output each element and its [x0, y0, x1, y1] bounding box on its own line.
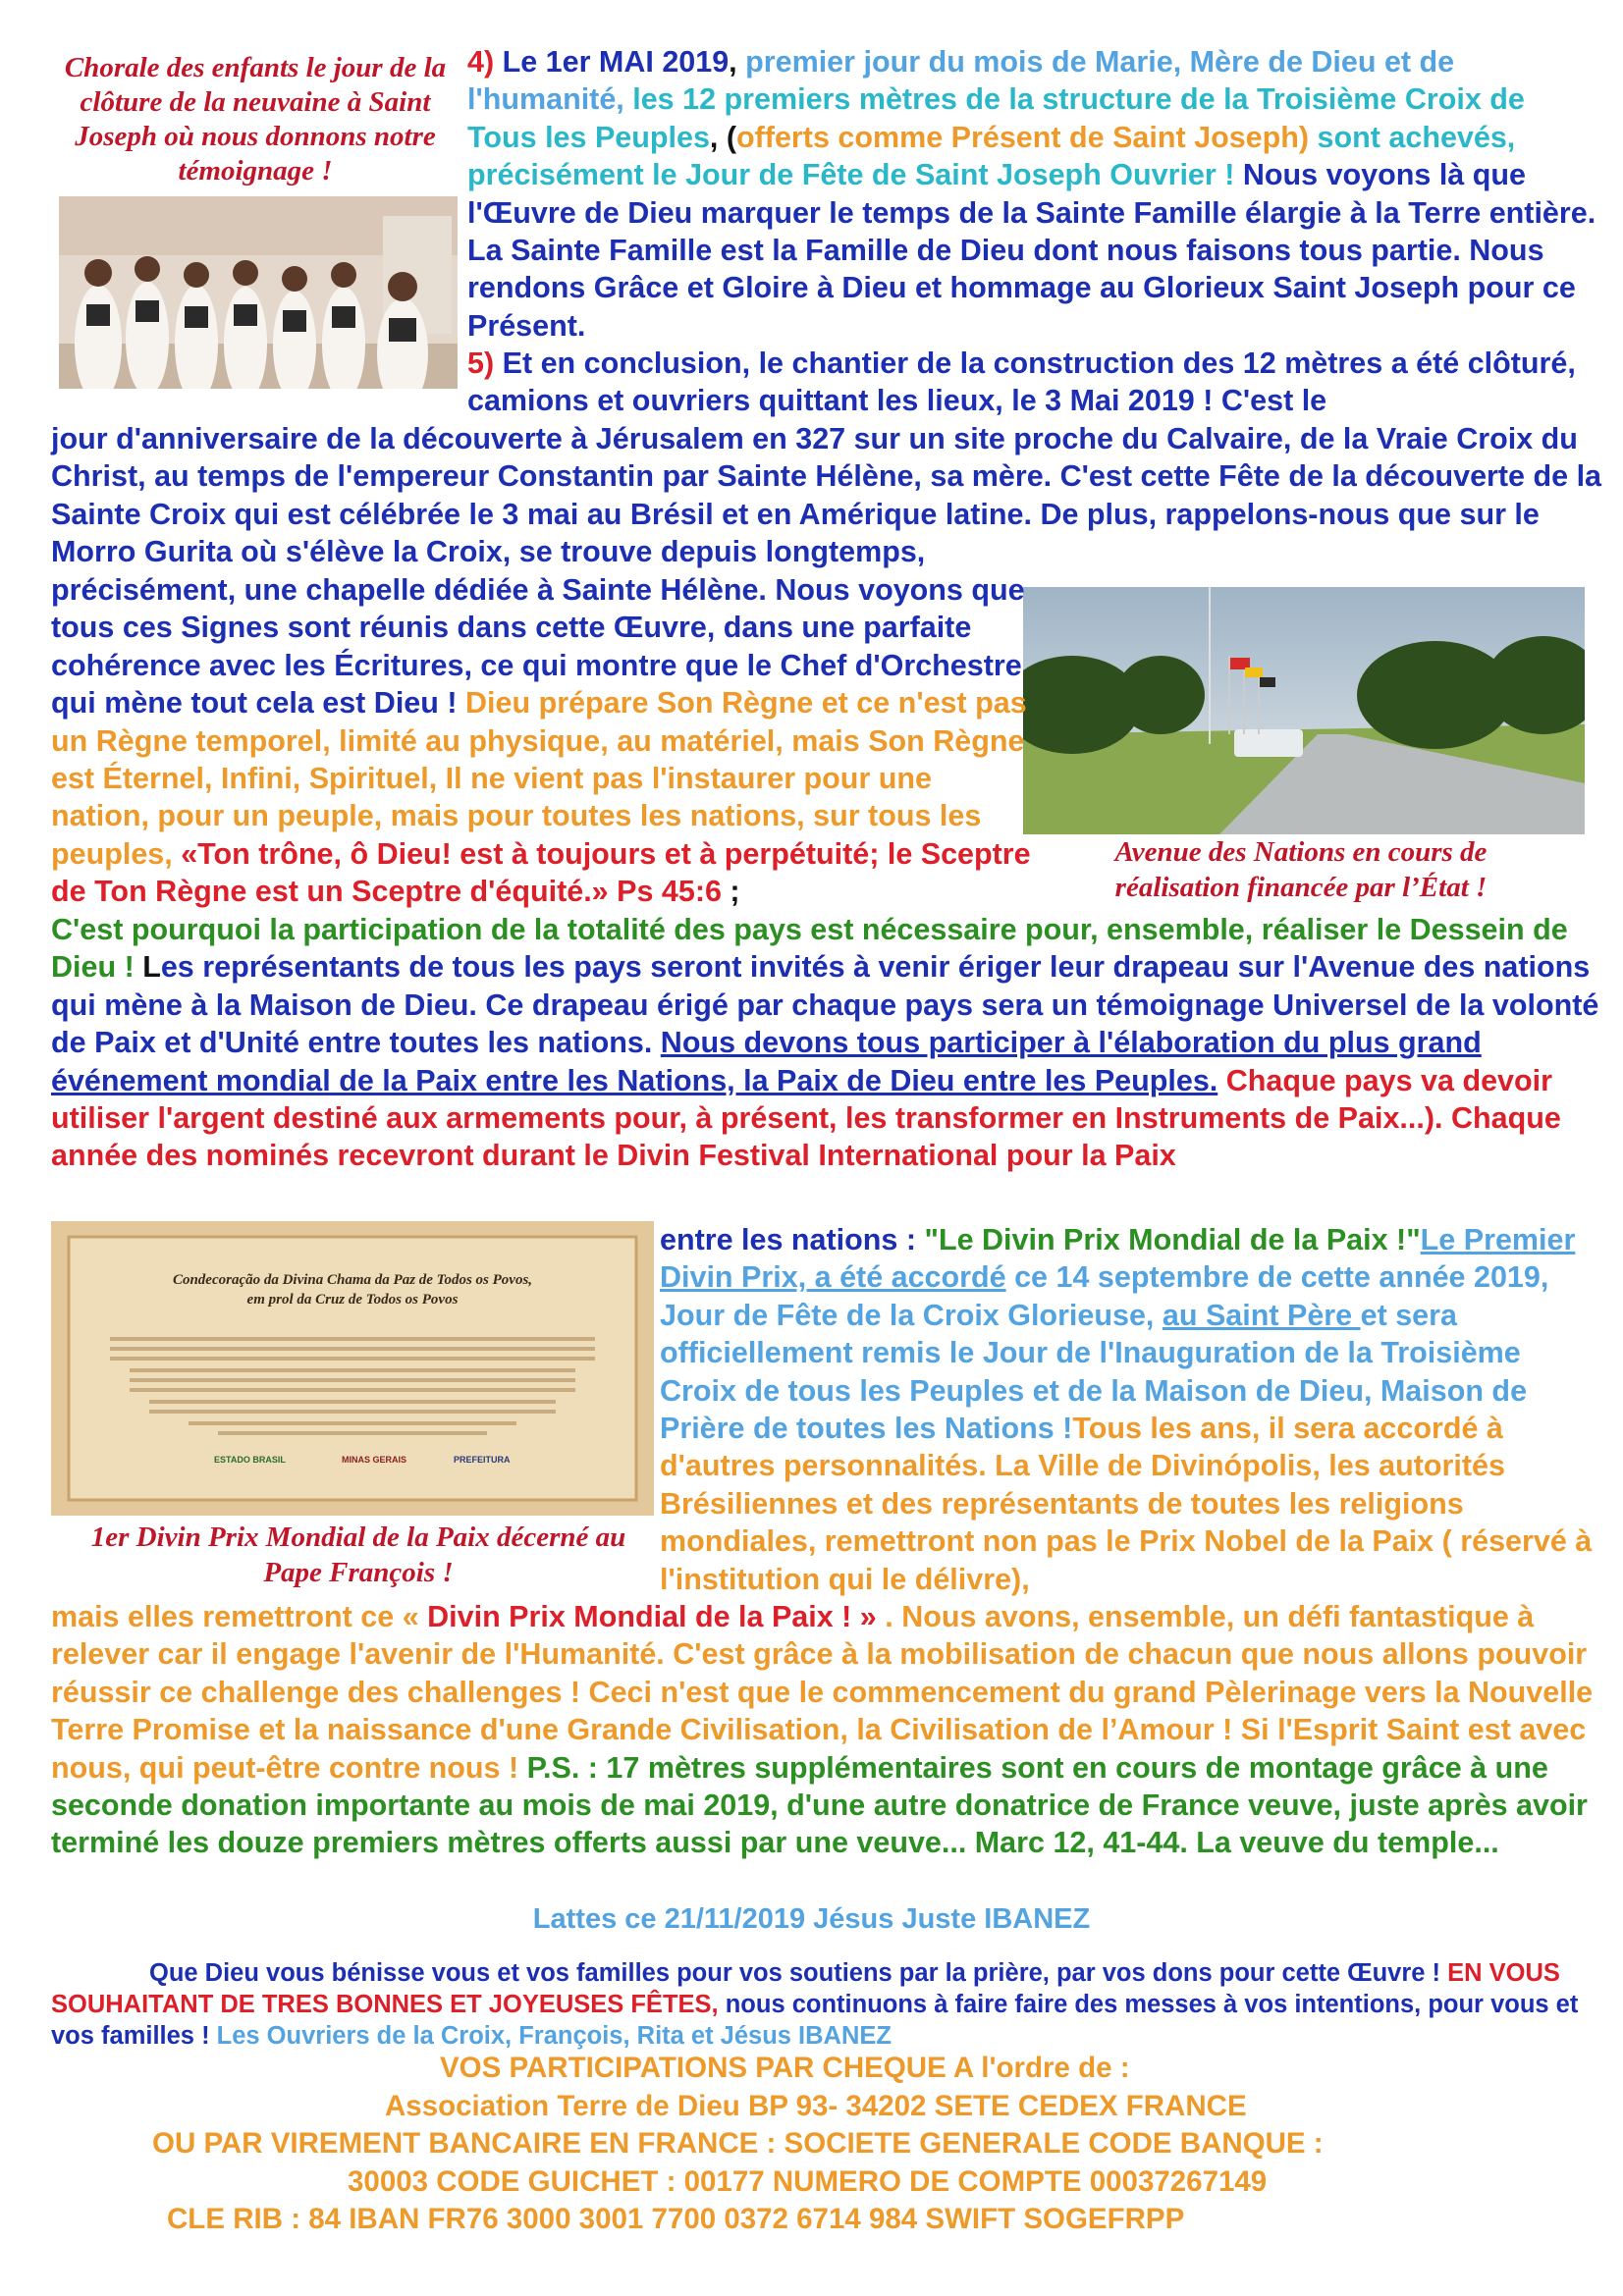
paragraph-5-intro: 5) Et en conclusion, le chantier de la construction des 12 mètres a été clôturé, camions et ouvriers quittant les lieux, le 3 Mai 2019 ! C'est le: [467, 347, 1576, 418]
choir-caption: Chorale des enfants le jour de la clôture de la neuvaine à Saint Joseph où nous donnons notre témoignage !: [64, 52, 447, 187]
choir-photo: [59, 196, 458, 389]
avenue-caption: Avenue des Nations en cours de réalisation financée par l’État !: [1114, 836, 1488, 903]
payment-account: 30003 CODE GUICHET : 00177 NUMERO DE COMPTE 00037267149: [348, 2164, 1268, 2198]
certificate-title: Condecoração da Divina Chama da Paz de Todos os Povos, em prol da Cruz de Todos os Povos: [172, 1272, 533, 1308]
psalm-quote: «Ton trône, ô Dieu! est à toujours et à perpétuité; le Sceptre de Ton Règne est un Sceptre d'équité.» Ps 45:6: [51, 836, 1031, 909]
certificate-border: [51, 1221, 654, 1516]
paragraph-4: 4) Le 1er MAI 2019, premier jour du mois de Marie, Mère de Dieu et de l'humanité, les 12 premiers mètres de la structure de la Troisième Croix de Tous les Peuples, (offerts comme Présent de Saint Joseph) sont achevés, précisément le Jour de Fête de Saint Joseph Ouvrier ! Nous voyons là que l'Œuvre de Dieu marquer le temps de la Sainte Famille élargie à la Terre entière. La Sainte Famille est la Famille de Dieu dont nous faisons tous partie. Nous rendons Grâce et Gloire à Dieu et hommage au Glorieux Saint Joseph pour ce Présent.: [467, 45, 1596, 343]
prize-caption: 1er Divin Prix Mondial de la Paix décerné au Pape François !: [90, 1522, 626, 1588]
certificate-image: [51, 1221, 654, 1516]
payment-block: [0, 2050, 1623, 2239]
payment-transfer: OU PAR VIREMENT BANCAIRE EN FRANCE : SOCIETE GENERALE CODE BANQUE :: [152, 2127, 1324, 2160]
paragraph-5-nations: C'est pourquoi la participation de la totalité des pays est nécessaire pour, ensemble, réaliser le Dessein de Dieu ! Les représentants de tous les pays seront invités à venir ériger leur drapeau sur l'Avenue des nations qui mène à la Maison de Dieu. Ce drapeau érigé par chaque pays sera un témoignage Universel de la volonté de Paix et d'Unité entre toutes les nations. Nous devons tous participer à l'élaboration du plus grand événement mondial de la Paix entre les Nations, la Paix de Dieu entre les Peuples. Chaque pays va devoir utiliser l'argent destiné aux armements pour, à présent, les transformer en Instruments de Paix...). Chaque année des nominés recevront durant le Divin Festival International pour la Paix: [51, 913, 1599, 1173]
peace-event-call: Nous devons tous participer à l'élaboration du plus grand événement mondial de la Paix entre les Nations, la Paix de Dieu entre les Peuples.: [51, 1026, 1482, 1097]
closing-paragraph: mais elles remettront ce « Divin Prix Mondial de la Paix ! » . Nous avons, ensemble, un défi fantastique à relever car il engage l'avenir de l'Humanité. C'est grâce à la mobilisation de chacun que nous allons pouvoir réussir ce challenge des challenges ! Ceci n'est que le commencement du grand Pèlerinage vers la Nouvelle Terre Promise et la naissance d'une Grande Civilisation, la Civilisation de l’Amour ! Si l'Esprit Saint est avec nous, qui peut-être contre nous ! P.S. : 17 mètres supplémentaires sont en cours de montage grâce à une seconde donation importante au mois de mai 2019, d'une autre donatrice de France veuve, juste après avoir terminé les douze premiers mètres offerts aussi par une veuve... Marc 12, 41-44. La veuve du temple...: [51, 1600, 1594, 1860]
postscript: P.S. : 17 mètres supplémentaires sont en cours de montage grâce à une seconde donation importante au mois de mai 2019, d'une autre donatrice de France veuve, juste après avoir terminé les douze premiers mètres offerts aussi par une veuve... Marc 12, 41-44. La veuve du temple...: [51, 1750, 1588, 1860]
payment-iban: CLE RIB : 84 IBAN FR76 3000 3001 7700 0372 6714 984 SWIFT SOGEFRPP: [167, 2203, 1185, 2235]
choir-photo-illustration: [59, 196, 458, 389]
paragraph-5-number: 5): [467, 347, 495, 380]
avenue-photo-illustration: [1023, 587, 1585, 834]
paragraph-4-number: 4): [467, 45, 495, 79]
certificate-logo-right: PREFEITURA: [454, 1455, 511, 1465]
payment-address: Association Terre de Dieu BP 93- 34202 SETE CEDEX FRANCE: [385, 2089, 1247, 2122]
signature: Lattes ce 21/11/2019 Jésus Juste IBANEZ: [532, 1903, 1091, 1935]
certificate-logo-left: ESTADO BRASIL: [214, 1455, 286, 1465]
payment-cheque: VOS PARTICIPATIONS PAR CHEQUE A l'ordre de :: [440, 2052, 1130, 2084]
avenue-photo: [1023, 587, 1585, 834]
prize-name: "Le Divin Prix Mondial de la Paix !": [924, 1223, 1421, 1256]
prize-paragraph: entre les nations : "Le Divin Prix Mondial de la Paix !"Le Premier Divin Prix, a été accordé ce 14 septembre de cette année 2019, Jour de Fête de la Croix Glorieuse, au Saint Père et sera officiellement remis le Jour de l'Inauguration de la Troisième Croix de tous les Peuples et de la Maison de Dieu, Maison de Prière de toutes les Nations !Tous les ans, il sera accordé à d'autres personnalités. La Ville de Divinópolis, les autorités Brésiliennes et des représentants de toutes les religions mondiales, remettront non pas le Prix Nobel de la Paix ( réservé à l'institution qui le délivre),: [660, 1223, 1593, 1596]
paragraph-5-signs: précisément, une chapelle dédiée à Sainte Hélène. Nous voyons que tous ces Signes sont réunis dans cette Œuvre, dans une parfaite cohérence avec les Écritures, ce qui montre que le Chef d'Orchestre qui mène tout cela est Dieu ! Dieu prépare Son Règne et ce n'est pas un Règne temporel, limité au physique, au matériel, mais Son Règne est Éternel, Infini, Spirituel, Il ne vient pas l'instaurer pour une nation, pour un peuple, mais pour toutes les nations, sur tous les peuples, «Ton trône, ô Dieu! est à toujours et à perpétuité; le Sceptre de Ton Règne est un Sceptre d'équité.» Ps 45:6 ;: [51, 573, 1031, 909]
certificate-logo-mid: MINAS GERAIS: [342, 1455, 407, 1465]
blessing-paragraph: Que Dieu vous bénisse vous et vos familles pour vos soutiens par la prière, par vos dons pour cette Œuvre ! EN VOUS SOUHAITANT DE TRES BONNES ET JOYEUSES FÊTES, nous continuons à faire faire des messes à vos intentions, pour vous et vos familles ! Les Ouvriers de la Croix, François, Rita et Jésus IBANEZ: [51, 1959, 1579, 2050]
paragraph-5-body: jour d'anniversaire de la découverte à Jérusalem en 327 sur un site proche du Calvaire, de la Vraie Croix du Christ, au temps de l'empereur Constantin par Sainte Hélène, sa mère. C'est cette Fête de la découverte de la Sainte Croix qui est célébrée le 3 mai au Brésil et en Amérique latine. De plus, rappelons-nous que sur le Morro Gurita où s'élève la Croix, se trouve depuis longtemps,: [51, 422, 1602, 569]
sender-names: Les Ouvriers de la Croix, François, Rita et Jésus IBANEZ: [216, 2022, 892, 2050]
